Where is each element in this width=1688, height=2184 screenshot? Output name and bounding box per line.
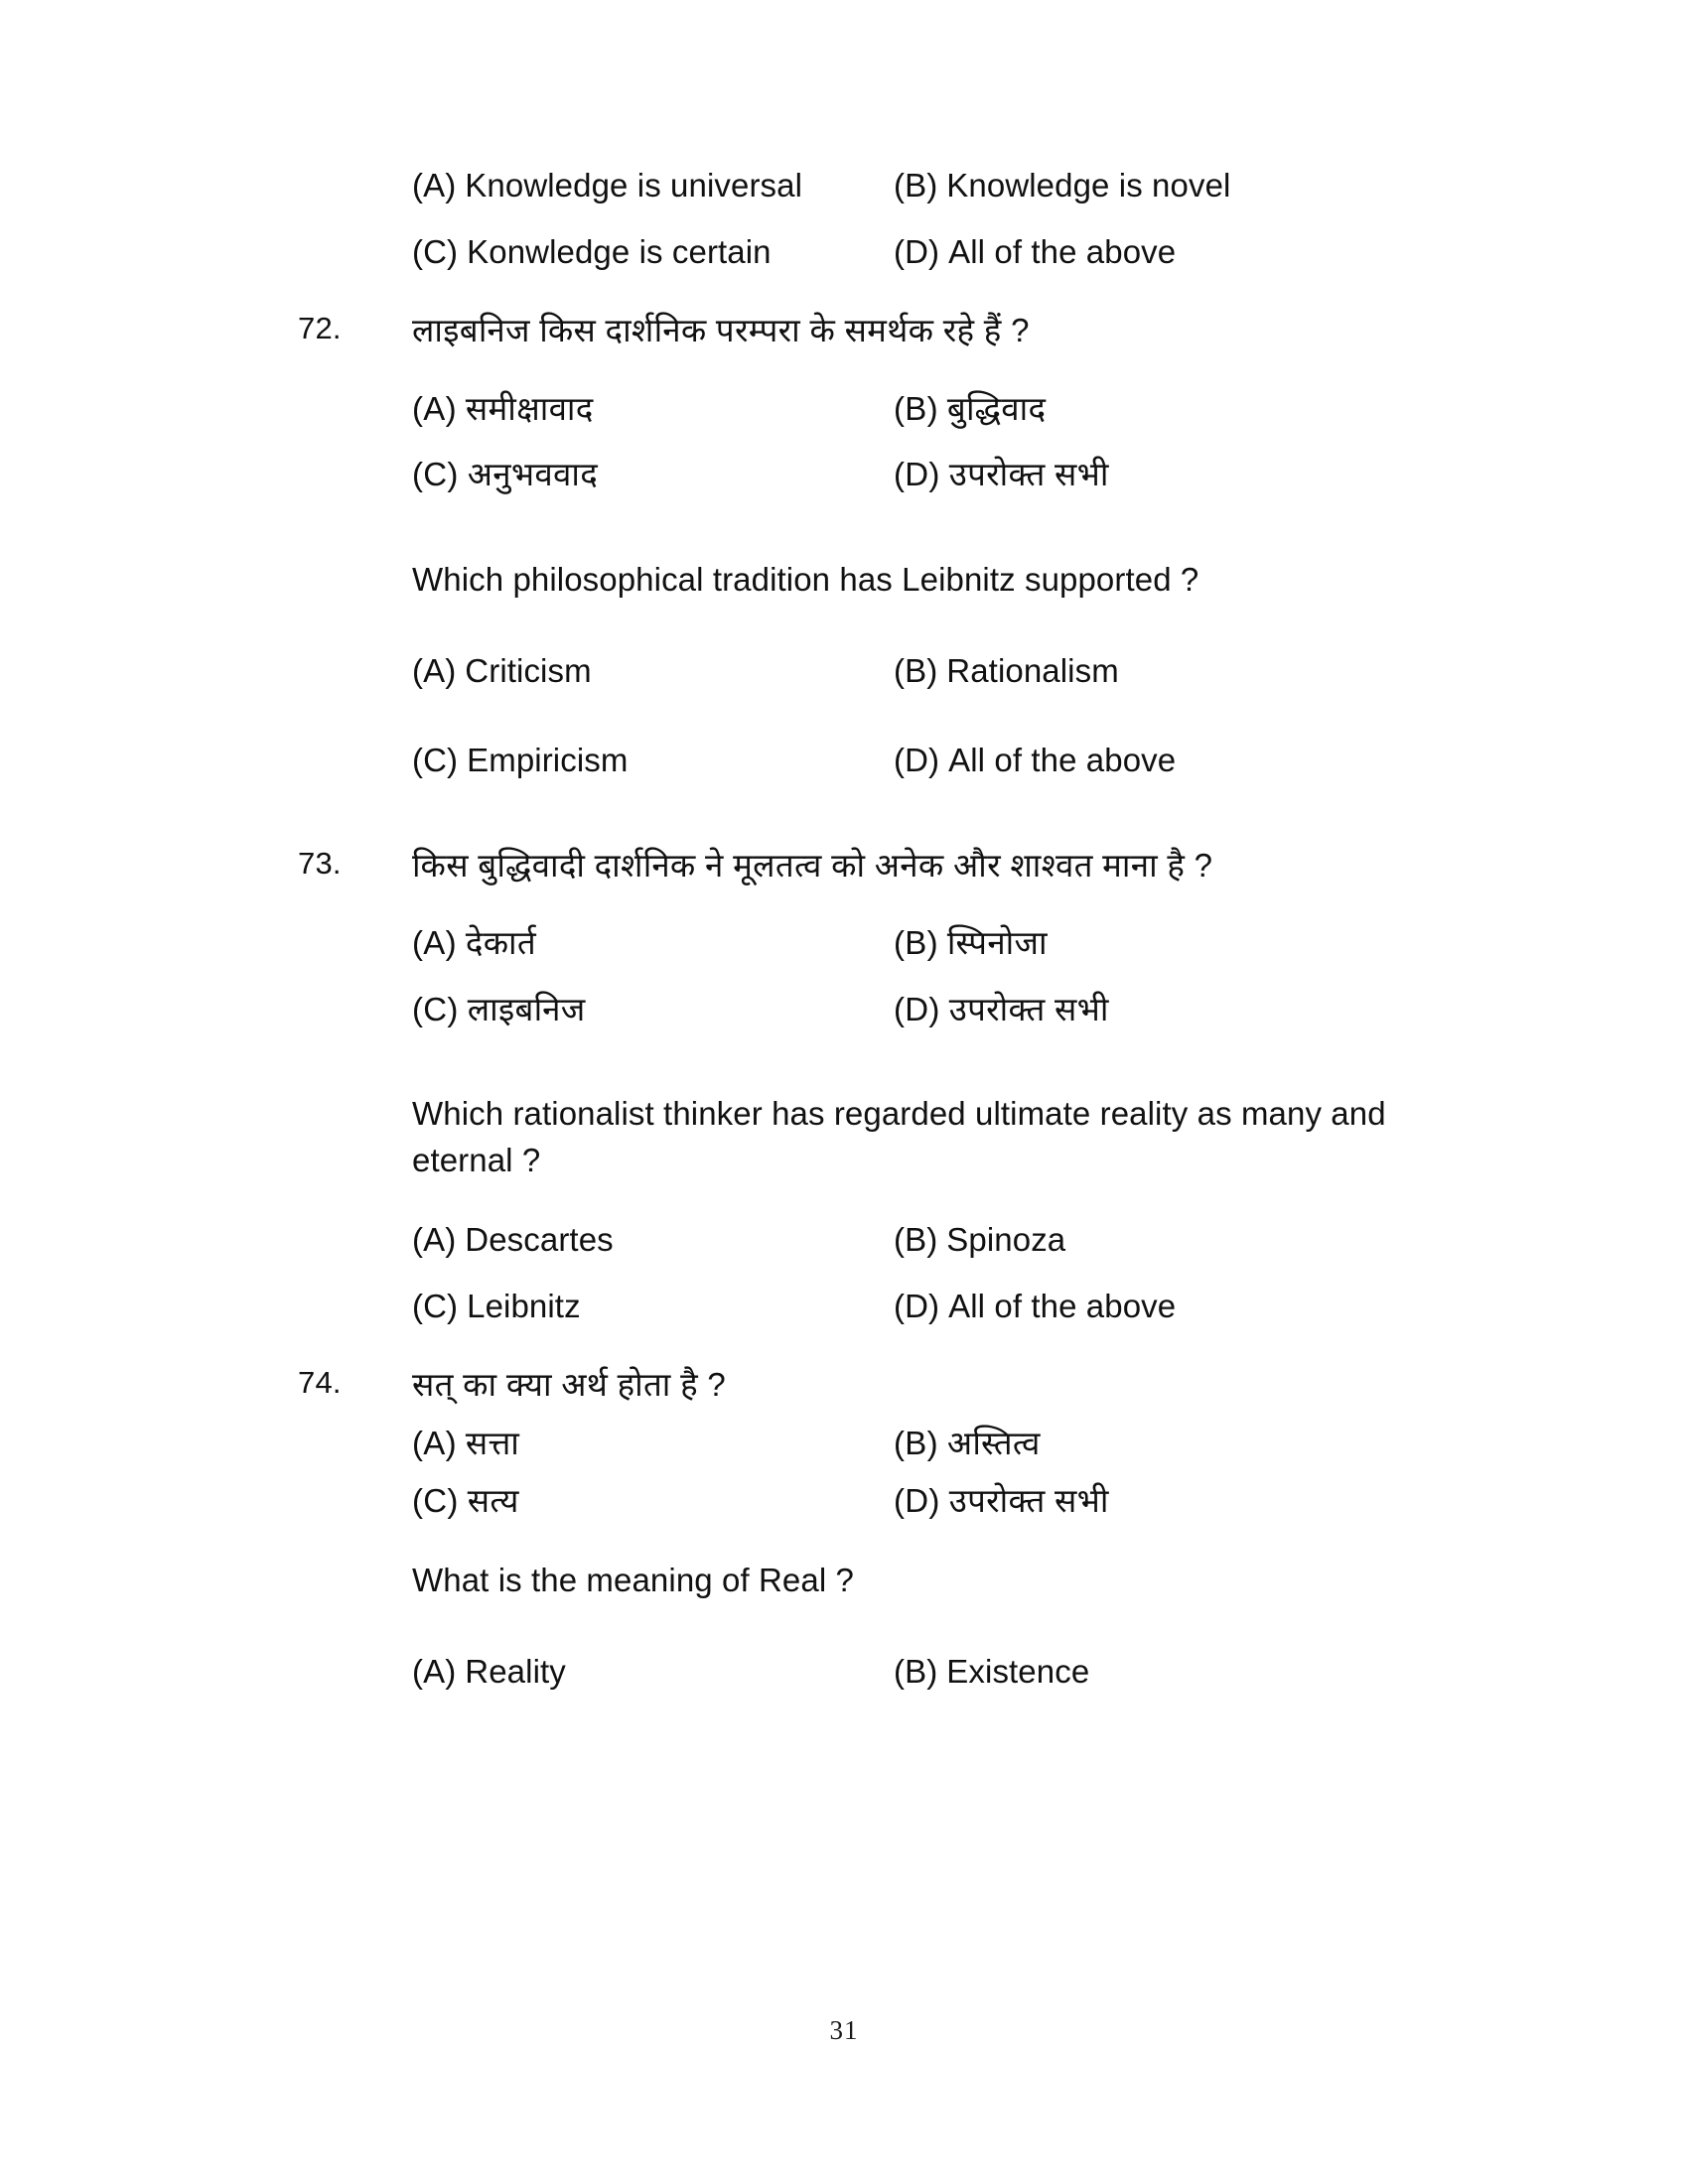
option-label: (C) [412,990,459,1027]
option-d-label: (D) [894,232,940,270]
option-text: Rationalism [946,651,1119,689]
question-73-hindi-option-d[interactable] [894,988,1688,1032]
option-label: (C) [412,742,459,779]
option-text: देकार्त [465,924,537,962]
option-a-text: Knowledge is universal [465,167,803,204]
option-text: Leibnitz [467,1287,581,1324]
question-74-hindi-option-b[interactable] [894,1422,1688,1466]
question-72-hindi-option-d[interactable] [894,453,1688,497]
option-text: अनुभववाद [467,456,599,493]
option-c-text: Konwledge is certain [467,232,772,270]
option-label: (A) [412,924,457,962]
option-d-text: All of the above [948,232,1177,270]
option-text: समीक्षावाद [465,389,594,427]
option-text: उपरोक्त सभी [948,990,1109,1027]
option-text: स्पिनोजा [946,924,1048,962]
option-text: Reality [465,1652,566,1690]
question-74 [0,1362,1688,1694]
carryover-options-grid-2 [412,230,1688,275]
carryover-options-block [0,164,1688,274]
option-text: Existence [946,1652,1090,1690]
option-text: Descartes [465,1221,614,1259]
question-74-english-option-a[interactable] [412,1650,894,1695]
question-74-hindi-option-d[interactable] [894,1479,1688,1524]
question-73 [0,843,1688,1328]
option-text: Spinoza [946,1221,1066,1259]
option-label: (B) [894,1652,938,1690]
option-label: (D) [894,1482,940,1520]
question-72-english-option-b[interactable] [894,649,1688,694]
question-72-english-option-c[interactable] [412,739,894,783]
question-72-hindi-options-row-1 [412,387,1688,432]
option-label: (C) [412,1482,459,1520]
option-text: सत्य [467,1482,519,1520]
option-text: उपरोक्त सभी [948,1482,1109,1520]
question-74-hindi-options-row-2 [412,1479,1688,1524]
question-73-hindi-options-row-1 [412,921,1688,966]
question-74-heading [0,1362,1688,1408]
question-74-hindi-option-a[interactable] [412,1422,894,1466]
question-72-hindi-options-row-2 [412,453,1688,497]
question-72-english-options-row-1 [412,649,1688,694]
question-74-english-options-row-1 [412,1650,1688,1695]
option-label: (D) [894,742,940,779]
question-74-hindi-text: सत् का क्या अर्थ होता है ? [412,1366,727,1404]
option-text: All of the above [948,742,1177,779]
question-72-hindi-option-a[interactable] [412,387,894,432]
question-73-english-option-d[interactable] [894,1285,1688,1329]
question-73-hindi-text: किस बुद्धिवादी दार्शनिक ने मूलतत्व को अनेक और शाश्वत माना है ? [412,846,1213,884]
option-text: All of the above [948,1287,1177,1324]
question-73-hindi-option-b[interactable] [894,921,1688,966]
option-b-text: Knowledge is novel [946,167,1231,204]
option-text: सत्ता [465,1424,520,1461]
option-c[interactable] [412,230,894,275]
option-label: (C) [412,1287,459,1324]
option-text: बुद्धिवाद [946,389,1047,427]
question-73-english-options-row-2 [412,1285,1688,1329]
question-73-hindi-options-row-2 [412,988,1688,1032]
option-label: (B) [894,924,938,962]
question-73-english-option-a[interactable] [412,1218,894,1263]
question-72-english-text: Which philosophical tradition has Leibnitz supported ? [412,560,1199,598]
option-label: (B) [894,1221,938,1259]
option-label: (D) [894,1287,940,1324]
option-b[interactable] [894,164,1688,208]
question-72-hindi-text: लाइबनिज किस दार्शनिक परम्परा के समर्थक रहे हैं ? [412,312,1030,349]
option-text: Empiricism [467,742,629,779]
question-73-english-text: Which rationalist thinker has regarded ultimate reality as many and eternal ? [412,1095,1386,1179]
option-label: (B) [894,1424,938,1461]
question-72-hindi-option-b[interactable] [894,387,1688,432]
option-label: (B) [894,389,938,427]
question-74-english-option-b[interactable] [894,1650,1688,1695]
option-text: लाइबनिज [467,990,586,1027]
page-number: 31 [829,2015,859,2045]
option-a-label: (A) [412,167,457,204]
question-73-number: 73. [298,845,342,881]
option-label: (B) [894,651,938,689]
question-72-hindi-option-c[interactable] [412,453,894,497]
option-label: (D) [894,990,940,1027]
option-c-label: (C) [412,232,459,270]
question-72-heading [0,308,1688,353]
option-a[interactable] [412,164,894,208]
question-72 [0,308,1688,783]
option-label: (A) [412,389,457,427]
question-73-hindi-option-a[interactable] [412,921,894,966]
question-74-hindi-option-c[interactable] [412,1479,894,1524]
option-label: (C) [412,456,459,493]
option-label: (A) [412,1424,457,1461]
carryover-options-grid [412,164,1688,208]
question-73-english-option-c[interactable] [412,1285,894,1329]
question-73-english-option-b[interactable] [894,1218,1688,1263]
question-73-heading [0,843,1688,888]
question-74-number: 74. [298,1365,342,1401]
option-label: (A) [412,1221,457,1259]
option-b-label: (B) [894,167,938,204]
option-text: उपरोक्त सभी [948,456,1109,493]
question-73-hindi-option-c[interactable] [412,988,894,1032]
option-label: (D) [894,456,940,493]
question-72-english-option-a[interactable] [412,649,894,694]
question-72-english-option-d[interactable] [894,739,1688,783]
question-74-hindi-options-row-1 [412,1422,1688,1466]
option-d[interactable] [894,230,1688,275]
question-72-number: 72. [298,311,342,346]
option-label: (A) [412,1652,457,1690]
question-73-english-options-row-1 [412,1218,1688,1263]
question-72-english-options-row-2 [412,739,1688,783]
option-text: Criticism [465,651,592,689]
option-text: अस्तित्व [946,1424,1041,1461]
option-label: (A) [412,651,457,689]
question-74-english-text: What is the meaning of Real ? [412,1561,854,1598]
